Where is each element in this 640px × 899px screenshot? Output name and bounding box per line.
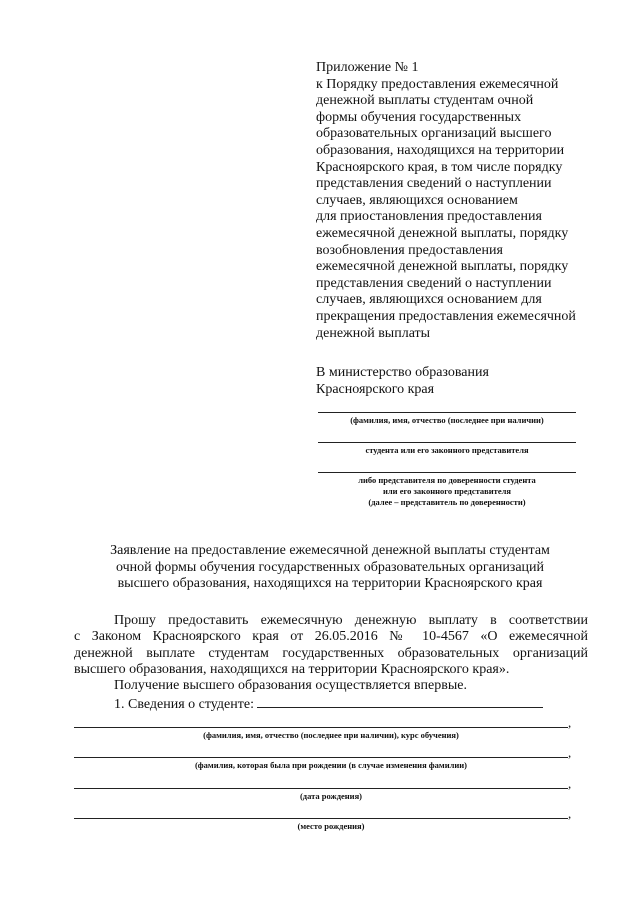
birth-date-caption: (дата рождения) [299,791,363,801]
appendix-line: для приостановления предоставления [316,209,542,225]
appendix-line: случаев, являющихся основанием [316,192,518,208]
proxy-caption-line: (далее – представитель по доверенности) [368,497,526,507]
appendix-line: к Порядку предоставления ежемесячной [316,76,559,92]
proxy-caption-line: либо представителя по доверенности студента [358,475,536,485]
body-line: денежной выплате студентам государственных образовательных организаций [74,645,588,661]
student-info-field[interactable] [257,694,543,708]
birth-place-caption: (место рождения) [297,821,365,831]
appendix-line: представления сведений о наступлении [316,176,552,192]
body-line: высшего образования, находящихся на территории Красноярского края». [74,661,510,677]
appendix-line: прекращения предоставления ежемесячной [316,308,576,324]
proxy-caption-line: или его законного представителя [383,486,511,496]
appendix-line: образовательных организаций высшего [316,126,552,142]
birth-surname-caption: (фамилия, которая была при рождении (в случае изменения фамилии) [194,760,468,770]
birth-place-field[interactable] [74,818,568,819]
application-title [70,543,590,593]
title-line: очной формы обучения государственных образовательных организаций [115,559,545,575]
appendix-line: денежной выплаты студентам очной [316,93,534,109]
proxy-caption [318,475,576,508]
appendix-line: формы обучения государственных [316,109,522,125]
student-name-field[interactable] [74,727,568,728]
section-label: 1. Сведения о студенте: [114,697,254,713]
student-name-caption: (фамилия, имя, отчество (последнее при наличии), курс обучения) [203,730,459,740]
appendix-line: денежной выплаты [316,325,431,341]
birth-date-field[interactable] [74,788,568,789]
title-line: высшего образования, находящихся на территории Красноярского края [117,576,543,591]
appendix-line: Красноярского края, в том числе порядку [316,159,563,175]
applicant-role-field[interactable] [318,442,576,443]
section-student-info [74,694,588,713]
title-line: Заявление на предоставление ежемесячной денежной выплаты студентам [110,543,550,558]
field-comma: , [568,745,572,760]
appendix-line: представления сведений о наступлении [316,275,552,291]
birth-surname-field[interactable] [74,757,568,758]
appendix-line: Приложение № 1 [316,60,419,75]
field-comma: , [568,806,572,821]
proxy-field[interactable] [318,472,576,473]
applicant-name-field[interactable] [318,412,576,413]
body-line: с Законом Красноярского края от 26.05.2016 № 10-4567 «О ежемесячной [74,629,588,645]
body-line: Прошу предоставить ежемесячную денежную выплату в соответствии [114,613,588,628]
appendix-line: ежемесячной денежной выплаты, порядку [316,225,569,241]
appendix-line: случаев, являющихся основанием для [316,292,542,308]
recipient-block [316,364,606,398]
applicant-name-caption: (фамилия, имя, отчество (последнее при наличии) [350,415,544,425]
field-comma: , [568,776,572,791]
recipient-line: В министерство образования [316,365,489,380]
application-body [74,613,588,714]
appendix-line: возобновления предоставления [316,242,503,258]
appendix-line: образования, находящихся на территории [316,142,565,158]
appendix-line: ежемесячной денежной выплаты, порядку [316,259,569,275]
recipient-line: Красноярского края [316,382,435,397]
appendix-header [316,60,606,342]
field-comma: , [568,715,572,730]
applicant-role-caption: студента или его законного представителя [365,445,529,455]
first-time-statement: Получение высшего образования осуществляется впервые. [114,678,467,694]
